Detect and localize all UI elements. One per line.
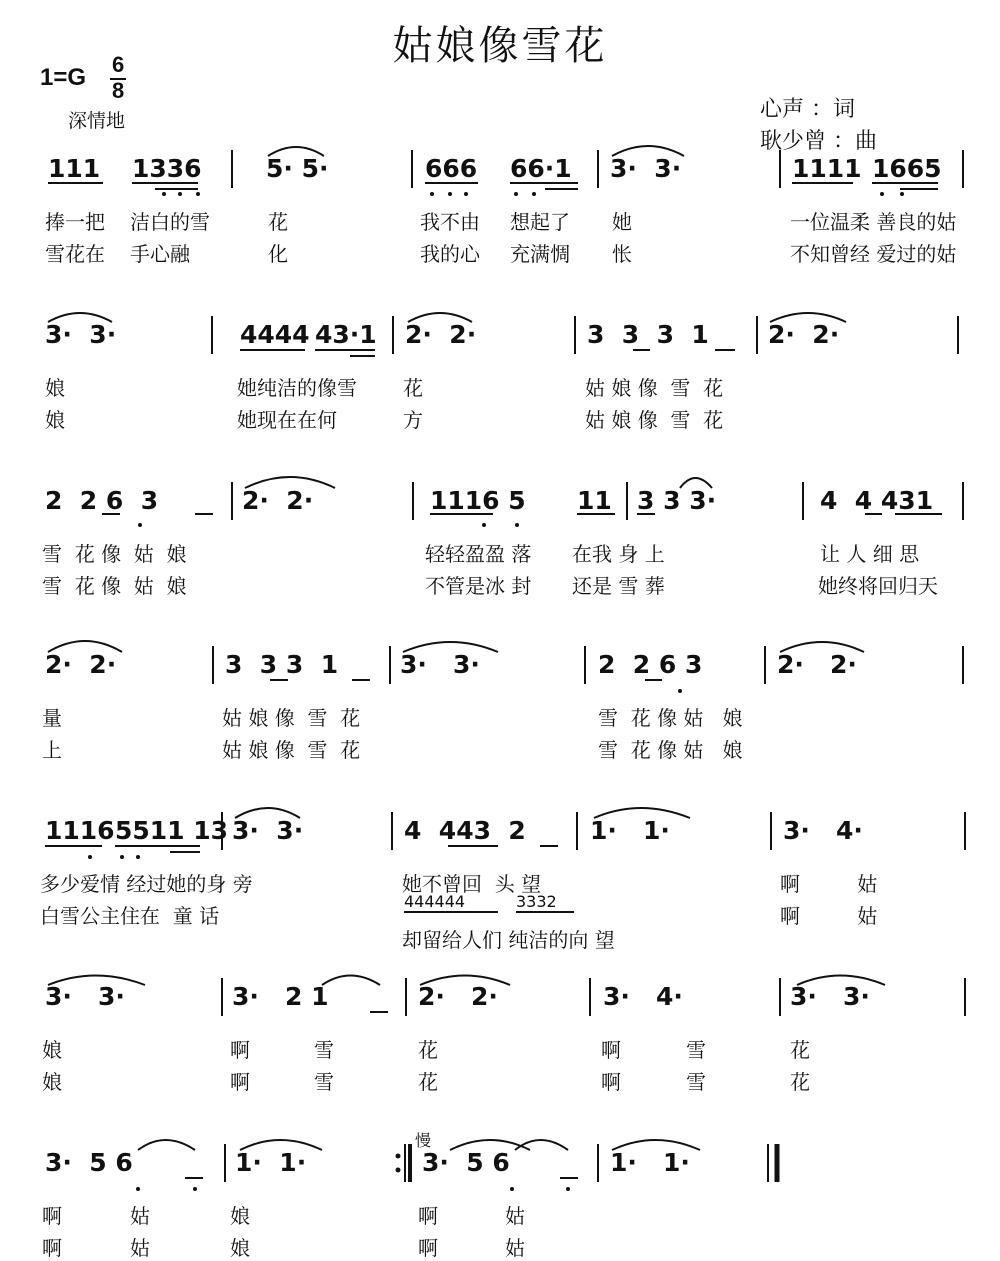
lyric-verse-2: 雪 花 像 姑 娘 <box>598 738 743 762</box>
key-signature: 1=G <box>40 64 87 91</box>
lyric-verse-2: 姑 <box>505 1236 525 1260</box>
alt-note-group: 3332 <box>516 892 557 911</box>
note-group: 5511 13 <box>115 816 229 845</box>
note-group: 4 4 431 <box>820 486 934 515</box>
note-group: 4 443 2 <box>404 816 526 845</box>
ties <box>48 146 885 1150</box>
lyric-verse-2: 姑 娘 像 雪 花 <box>222 738 361 762</box>
lyric-verse-1: 花 <box>403 376 423 400</box>
lyric-verse-1: 她 <box>612 210 632 234</box>
note-group: 111 <box>48 154 101 183</box>
lyric-verse-2: 花 <box>790 1070 810 1094</box>
note-group: 3· 4· <box>603 982 683 1011</box>
note-group: 3· 5 6 <box>45 1148 133 1177</box>
lyric-verse-2: 雪花在 <box>45 242 105 266</box>
lyric-verse-2: 方 <box>403 408 423 432</box>
note-group: 1· 1· <box>590 816 670 845</box>
note-group: 1116 5 <box>430 486 526 515</box>
lyric-verse-1: 雪 花 像 姑 娘 <box>598 706 743 730</box>
note-group: 11 <box>577 486 612 515</box>
lyric-verse-1: 雪 花 像 姑 娘 <box>42 542 187 566</box>
lyric-verse-2: 还是 雪 葬 <box>572 574 665 598</box>
lyric-verse-2: 怅 <box>612 242 632 266</box>
lyric-verse-1: 啊 姑 <box>780 872 878 896</box>
lyric-verse-1: 她纯洁的像雪 <box>237 376 357 400</box>
lyric-verse-1: 花 <box>268 210 288 234</box>
note-group: 3 3 3 1 <box>225 650 339 679</box>
lyric-verse-1: 一位温柔 善良的姑 <box>790 210 957 234</box>
lyric-verse-2: 她终将回归天 <box>818 574 938 598</box>
lyric-verse-2: 白雪公主住在 童 话 <box>40 904 220 928</box>
lyric-verse-2: 不知曾经 爱过的姑 <box>790 242 957 266</box>
lyric-verse-2: 化 <box>268 242 288 266</box>
note-group: 43·1 <box>315 320 377 349</box>
lyric-verse-2: 我的心 <box>420 242 480 266</box>
lyric-verse-2: 姑 娘 像 雪 花 <box>585 408 724 432</box>
lyric-verse-1: 娘 <box>42 1038 62 1062</box>
note-group: 1111 <box>792 154 862 183</box>
note-group: 2· 2· <box>768 320 840 349</box>
lyric-verse-2: 她现在在何 <box>237 408 337 432</box>
lyric-verse-1: 啊 <box>230 1038 250 1062</box>
lyric-verse-1: 雪 <box>314 1038 334 1062</box>
lyric-verse-1: 她不曾回 头 望 <box>402 872 542 896</box>
lyric-verse-1: 多少爱情 经过她的身 旁 <box>40 872 253 896</box>
tempo-mark: 慢 <box>415 1131 432 1150</box>
lyric-verse-1: 花 <box>418 1038 438 1062</box>
note-group: 666 <box>425 154 478 183</box>
lyric-verse-1: 姑 <box>130 1204 150 1228</box>
lyric-verse-1: 姑 <box>505 1204 525 1228</box>
lyric-verse-2: 雪 <box>686 1070 706 1094</box>
note-group: 2· 2· <box>405 320 477 349</box>
lyric-verse-2: 娘 <box>45 408 65 432</box>
time-signature-denominator: 8 <box>112 78 125 103</box>
lyric-verse-2: 姑 <box>130 1236 150 1260</box>
note-group: 3· 5 6 <box>422 1148 510 1177</box>
octave-dots <box>88 192 904 1191</box>
note-group: 3 3 3 1 <box>587 320 709 349</box>
note-group: 2· 2· <box>45 650 117 679</box>
lyric-verse-2: 娘 <box>42 1070 62 1094</box>
note-group: 3· 3· <box>232 816 304 845</box>
note-group: 3· 4· <box>783 816 863 845</box>
lyric-verse-1: 姑 娘 像 雪 花 <box>222 706 361 730</box>
note-group: 3· 3· <box>45 320 117 349</box>
note-group: 3· 3· <box>790 982 870 1011</box>
lyric-verse-2: 上 <box>42 738 62 762</box>
note-group: 1· 1· <box>610 1148 690 1177</box>
lyric-verse-2: 啊 <box>601 1070 621 1094</box>
lyric-verse-1: 量 <box>42 706 62 730</box>
lyric-verse-2: 娘 <box>230 1236 250 1260</box>
lyric-verse-1: 捧一把 <box>45 210 105 234</box>
lyric-verse-1: 我不由 <box>420 210 480 234</box>
note-group: 3· 3· <box>400 650 480 679</box>
repeat-dots <box>396 1154 401 1173</box>
lyricist-credit: 心声 ：词 <box>760 97 855 122</box>
lyric-verse-2: 啊 <box>42 1236 62 1260</box>
composer-credit: 耿少曾 ：曲 <box>760 129 877 154</box>
note-group: 1· 1· <box>235 1148 307 1177</box>
lyric-verse-2: 雪 <box>314 1070 334 1094</box>
lyric-verse-2: 啊 <box>230 1070 250 1094</box>
lyric-verse-2: 花 <box>418 1070 438 1094</box>
lyric-verse-2: 啊 姑 <box>780 904 878 928</box>
bar-lines <box>212 150 965 1182</box>
lyric-verse-1: 雪 <box>686 1038 706 1062</box>
note-group: 3· 3· <box>610 154 682 183</box>
note-group: 2 2 6 3 <box>45 486 159 515</box>
note-group: 1116 <box>45 816 115 845</box>
note-group: 1336 <box>132 154 202 183</box>
lyric-verse-2: 雪 花 像 姑 娘 <box>42 574 187 598</box>
lyric-verse-2: 手心融 <box>130 242 190 266</box>
lyric-verse-1: 让 人 细 思 <box>820 542 920 566</box>
lyric-verse-1: 轻轻盈盈 落 <box>425 542 532 566</box>
lyric-verse-1: 啊 <box>601 1038 621 1062</box>
expression-mark: 深情地 <box>68 110 126 132</box>
note-group: 3· 3· <box>45 982 125 1011</box>
note-group: 2· 2· <box>777 650 857 679</box>
lyric-verse-2: 充满惆 <box>510 242 570 266</box>
song-title: 姑娘像雪花 <box>392 23 608 69</box>
time-signature-numerator: 6 <box>112 52 125 77</box>
note-group: 4444 <box>240 320 310 349</box>
note-group: 2· 2· <box>242 486 314 515</box>
lyric-verse-1: 想起了 <box>510 210 570 234</box>
alt-note-group: 444444 <box>404 892 466 911</box>
lyric-verse-1: 啊 <box>418 1204 438 1228</box>
lyric-verse-1: 姑 娘 像 雪 花 <box>585 376 724 400</box>
note-group: 66·1 <box>510 154 572 183</box>
lyric-verse-2: 不管是冰 封 <box>425 574 532 598</box>
note-group: 2· 2· <box>418 982 498 1011</box>
lyric-verse-1: 在我 身 上 <box>572 542 665 566</box>
alt-lyric: 却留给人们 纯洁的向 望 <box>402 928 615 952</box>
note-group: 1665 <box>872 154 942 183</box>
underlines <box>45 183 942 1178</box>
lyric-verse-2: 啊 <box>418 1236 438 1260</box>
note-group: 2 2 6 3 <box>598 650 703 679</box>
note-group: 3 3 3· <box>637 486 717 515</box>
lyric-verse-1: 娘 <box>230 1204 250 1228</box>
note-group: 5· 5· <box>266 154 329 183</box>
lyric-verse-1: 啊 <box>42 1204 62 1228</box>
note-group: 3· 2 1 <box>232 982 329 1011</box>
lyric-verse-1: 花 <box>790 1038 810 1062</box>
lyric-verse-1: 娘 <box>45 376 65 400</box>
lyric-verse-1: 洁白的雪 <box>130 210 210 234</box>
